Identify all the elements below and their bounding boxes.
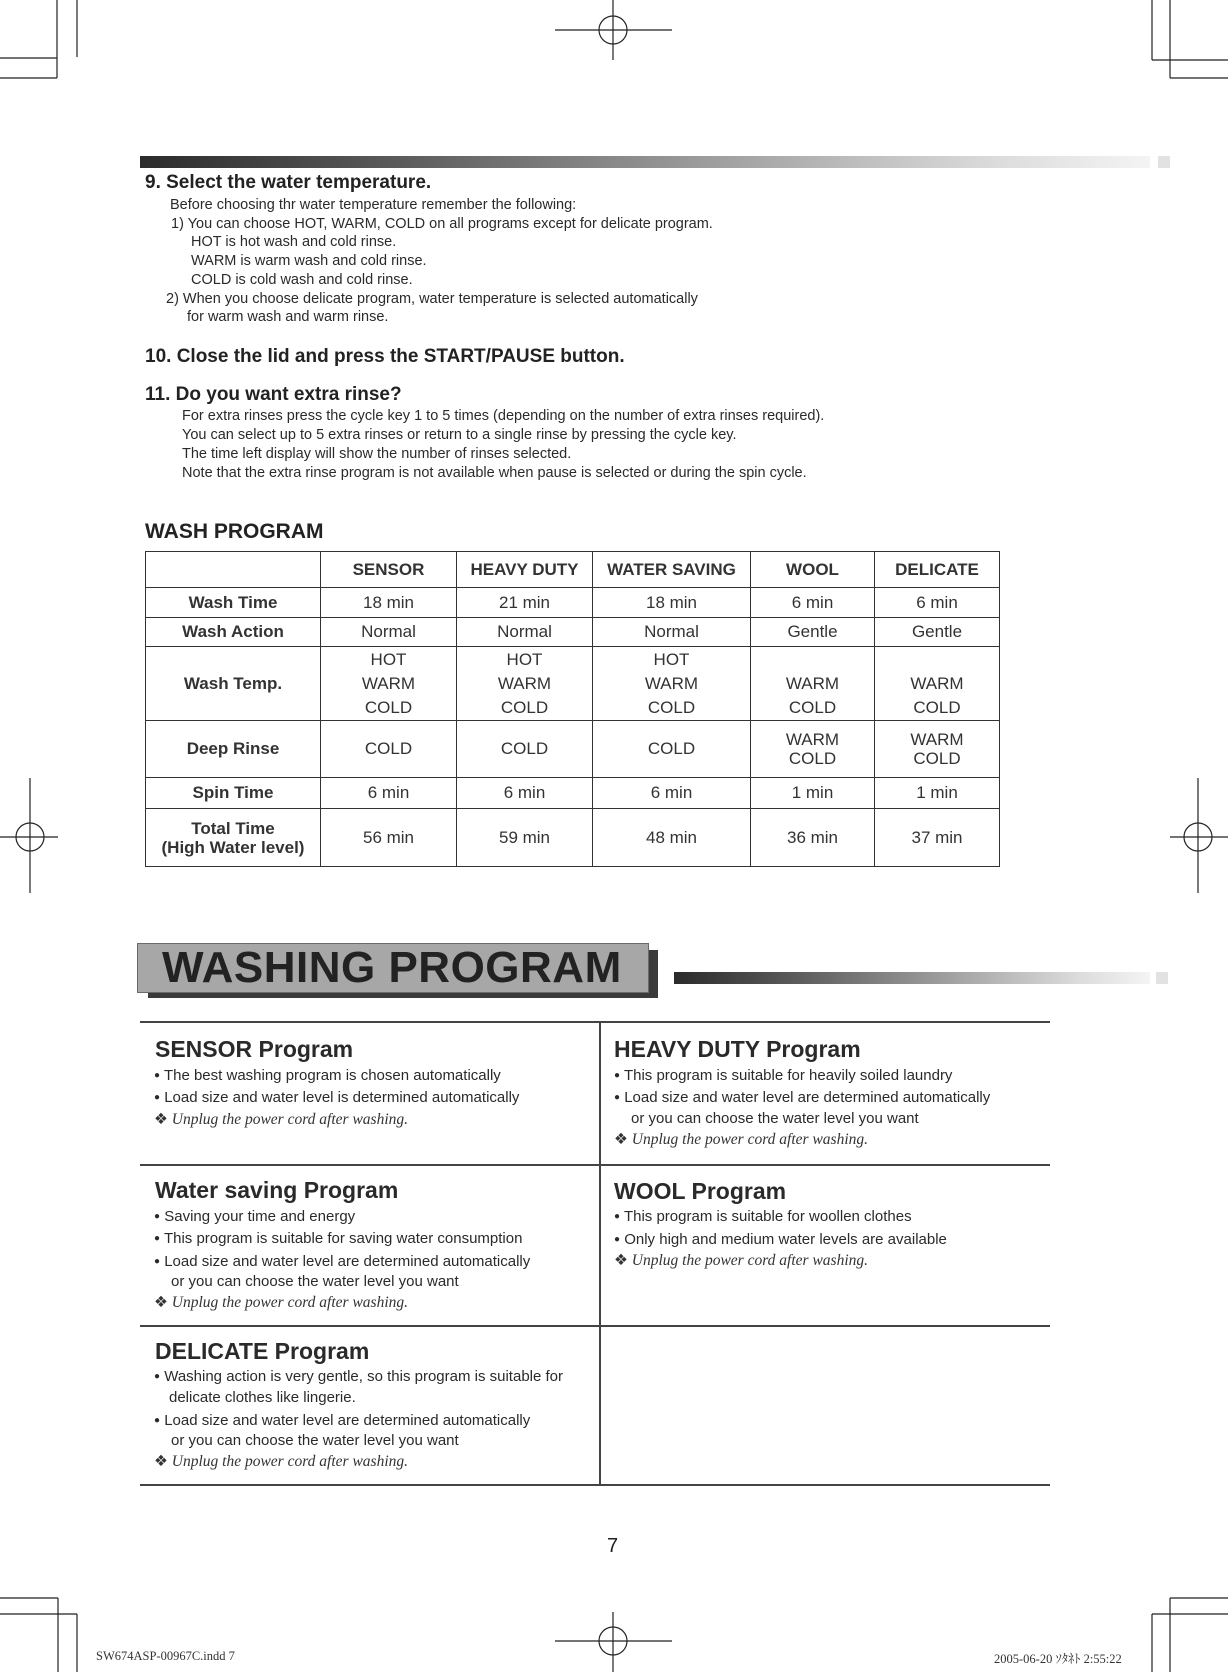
banner-gradient-bar	[674, 972, 1150, 984]
list-item: ● This program is suitable for saving water consumption	[154, 1230, 523, 1247]
step-9-line: HOT is hot wash and cold rinse.	[191, 234, 397, 250]
table-cell: 37 min	[875, 809, 1000, 867]
grid-divider	[599, 1021, 601, 1485]
table-cell: HOT WARM COLD	[457, 647, 593, 721]
table-row	[146, 588, 1000, 618]
table-cell: 48 min	[593, 809, 751, 867]
table-cell: 18 min	[321, 588, 457, 618]
bullet-icon: ●	[154, 1233, 161, 1244]
step-9-line: 1) You can choose HOT, WARM, COLD on all programs except for delicate program.	[171, 216, 713, 232]
banner-title: WASHING PROGRAM	[162, 943, 622, 992]
step-9-line: COLD is cold wash and cold rinse.	[191, 272, 413, 288]
grid-line	[140, 1325, 1050, 1327]
list-item-continuation: or you can choose the water level you want	[171, 1273, 459, 1290]
table-cell: COLD	[593, 721, 751, 778]
wash-program-table	[145, 551, 1000, 867]
bullet-icon: ●	[154, 1070, 161, 1081]
list-item: ● Load size and water level are determined automatically	[154, 1412, 531, 1429]
diamond-icon: ❖	[614, 1130, 628, 1148]
table-cell: WARM COLD	[875, 721, 1000, 778]
table-cell: Normal	[593, 618, 751, 647]
table-cell: 6 min	[593, 778, 751, 809]
bullet-icon: ●	[154, 1092, 161, 1103]
step-9-line: Before choosing thr water temperature remember the following:	[170, 197, 577, 213]
table-row	[146, 647, 1000, 721]
bullet-icon: ●	[614, 1234, 621, 1245]
table-cell: 6 min	[321, 778, 457, 809]
list-item: ● Washing action is very gentle, so this program is suitable for	[154, 1368, 564, 1385]
grid-line-bottom	[140, 1484, 1050, 1486]
unplug-note: ❖ Unplug the power cord after washing.	[154, 1110, 409, 1128]
step-9-heading: 9. Select the water temperature.	[145, 172, 432, 193]
row-header-deep-rinse: Deep Rinse	[146, 721, 321, 778]
water-saving-program-title: Water saving Program	[155, 1177, 399, 1203]
bullet-icon: ●	[154, 1415, 161, 1426]
diamond-icon: ❖	[614, 1251, 628, 1269]
footer-file-info: SW674ASP-00967C.indd 7	[96, 1649, 235, 1663]
table-cell: COLD	[457, 721, 593, 778]
table-cell: 21 min	[457, 588, 593, 618]
row-header-wash-time: Wash Time	[146, 588, 321, 618]
step-11-line: Note that the extra rinse program is not available when pause is selected or during the spin cycle.	[182, 465, 807, 481]
bullet-icon: ●	[154, 1211, 161, 1222]
wash-program-title: WASH PROGRAM	[145, 520, 324, 543]
column-header: WATER SAVING	[593, 552, 751, 588]
bullet-icon: ●	[614, 1070, 621, 1081]
list-item: ● Load size and water level are determined automatically	[614, 1089, 991, 1106]
table-cell: COLD	[321, 721, 457, 778]
diamond-icon: ❖	[154, 1110, 168, 1128]
column-header: DELICATE	[875, 552, 1000, 588]
wool-program-title: WOOL Program	[614, 1178, 787, 1204]
grid-line-top	[140, 1021, 1050, 1023]
column-header: SENSOR	[321, 552, 457, 588]
unplug-note: ❖ Unplug the power cord after washing.	[614, 1130, 869, 1148]
grid-line	[140, 1164, 1050, 1166]
step-9-line: for warm wash and warm rinse.	[187, 309, 389, 325]
row-header-wash-temp: Wash Temp.	[146, 647, 321, 721]
list-item: ● This program is suitable for heavily soiled laundry	[614, 1067, 953, 1084]
step-10-heading: 10. Close the lid and press the START/PAUSE button.	[145, 346, 625, 367]
list-item: ● Load size and water level are determined automatically	[154, 1253, 531, 1270]
table-cell: WARM COLD	[751, 647, 875, 721]
list-item-continuation: or you can choose the water level you want	[631, 1110, 919, 1127]
table-corner-cell	[146, 552, 321, 588]
table-cell: 6 min	[457, 778, 593, 809]
unplug-note: ❖ Unplug the power cord after washing.	[154, 1293, 409, 1311]
unplug-note: ❖ Unplug the power cord after washing.	[614, 1251, 869, 1269]
step-11-line: The time left display will show the number of rinses selected.	[182, 446, 572, 462]
sensor-program-title: SENSOR Program	[155, 1036, 354, 1062]
bullet-icon: ●	[154, 1256, 161, 1267]
list-item: ● Saving your time and energy	[154, 1208, 356, 1225]
list-item-continuation: or you can choose the water level you want	[171, 1432, 459, 1449]
table-cell: Normal	[457, 618, 593, 647]
row-header-wash-action: Wash Action	[146, 618, 321, 647]
banner-bar-square	[1156, 972, 1168, 984]
diamond-icon: ❖	[154, 1293, 168, 1311]
table-row	[146, 809, 1000, 867]
table-cell: Gentle	[751, 618, 875, 647]
table-cell: 18 min	[593, 588, 751, 618]
list-item: ● The best washing program is chosen automatically	[154, 1067, 501, 1084]
table-cell: 6 min	[875, 588, 1000, 618]
table-cell: 59 min	[457, 809, 593, 867]
step-9-line: 2) When you choose delicate program, water temperature is selected automatically	[166, 291, 698, 307]
bullet-icon: ●	[614, 1211, 621, 1222]
table-cell: Normal	[321, 618, 457, 647]
table-cell: 1 min	[751, 778, 875, 809]
row-header-spin-time: Spin Time	[146, 778, 321, 809]
top-bar-square	[1158, 156, 1170, 168]
delicate-program-title: DELICATE Program	[155, 1338, 370, 1364]
bullet-icon: ●	[614, 1092, 621, 1103]
table-cell: HOT WARM COLD	[321, 647, 457, 721]
step-11-heading: 11. Do you want extra rinse?	[145, 384, 402, 405]
list-item: ● This program is suitable for woollen clothes	[614, 1208, 912, 1225]
step-9-line: WARM is warm wash and cold rinse.	[191, 253, 427, 269]
table-header-row	[146, 552, 1000, 588]
list-item: ● Only high and medium water levels are available	[614, 1231, 947, 1248]
table-cell: Gentle	[875, 618, 1000, 647]
bullet-icon: ●	[154, 1371, 161, 1382]
step-11-line: You can select up to 5 extra rinses or return to a single rinse by pressing the cycle key.	[182, 427, 737, 443]
list-item: ● Load size and water level is determined automatically	[154, 1089, 520, 1106]
table-row	[146, 618, 1000, 647]
step-11-line: For extra rinses press the cycle key 1 to 5 times (depending on the number of extra rinses required).	[182, 408, 825, 424]
table-cell: 36 min	[751, 809, 875, 867]
column-header: WOOL	[751, 552, 875, 588]
row-header-total-time: Total Time (High Water level)	[146, 809, 321, 867]
table-cell: WARM COLD	[875, 647, 1000, 721]
washing-program-banner	[137, 943, 649, 993]
top-gradient-bar	[140, 156, 1150, 168]
footer-timestamp: 2005-06-20 ｿﾀﾈﾄ 2:55:22	[994, 1652, 1122, 1666]
page-number: 7	[607, 1535, 619, 1557]
column-header: HEAVY DUTY	[457, 552, 593, 588]
list-item-continuation: delicate clothes like lingerie.	[169, 1389, 356, 1406]
heavy-duty-program-title: HEAVY DUTY Program	[614, 1036, 861, 1062]
unplug-note: ❖ Unplug the power cord after washing.	[154, 1452, 409, 1470]
table-cell: 1 min	[875, 778, 1000, 809]
table-cell: HOT WARM COLD	[593, 647, 751, 721]
table-cell: WARM COLD	[751, 721, 875, 778]
table-cell: 56 min	[321, 809, 457, 867]
diamond-icon: ❖	[154, 1452, 168, 1470]
table-row	[146, 778, 1000, 809]
table-row	[146, 721, 1000, 778]
table-cell: 6 min	[751, 588, 875, 618]
